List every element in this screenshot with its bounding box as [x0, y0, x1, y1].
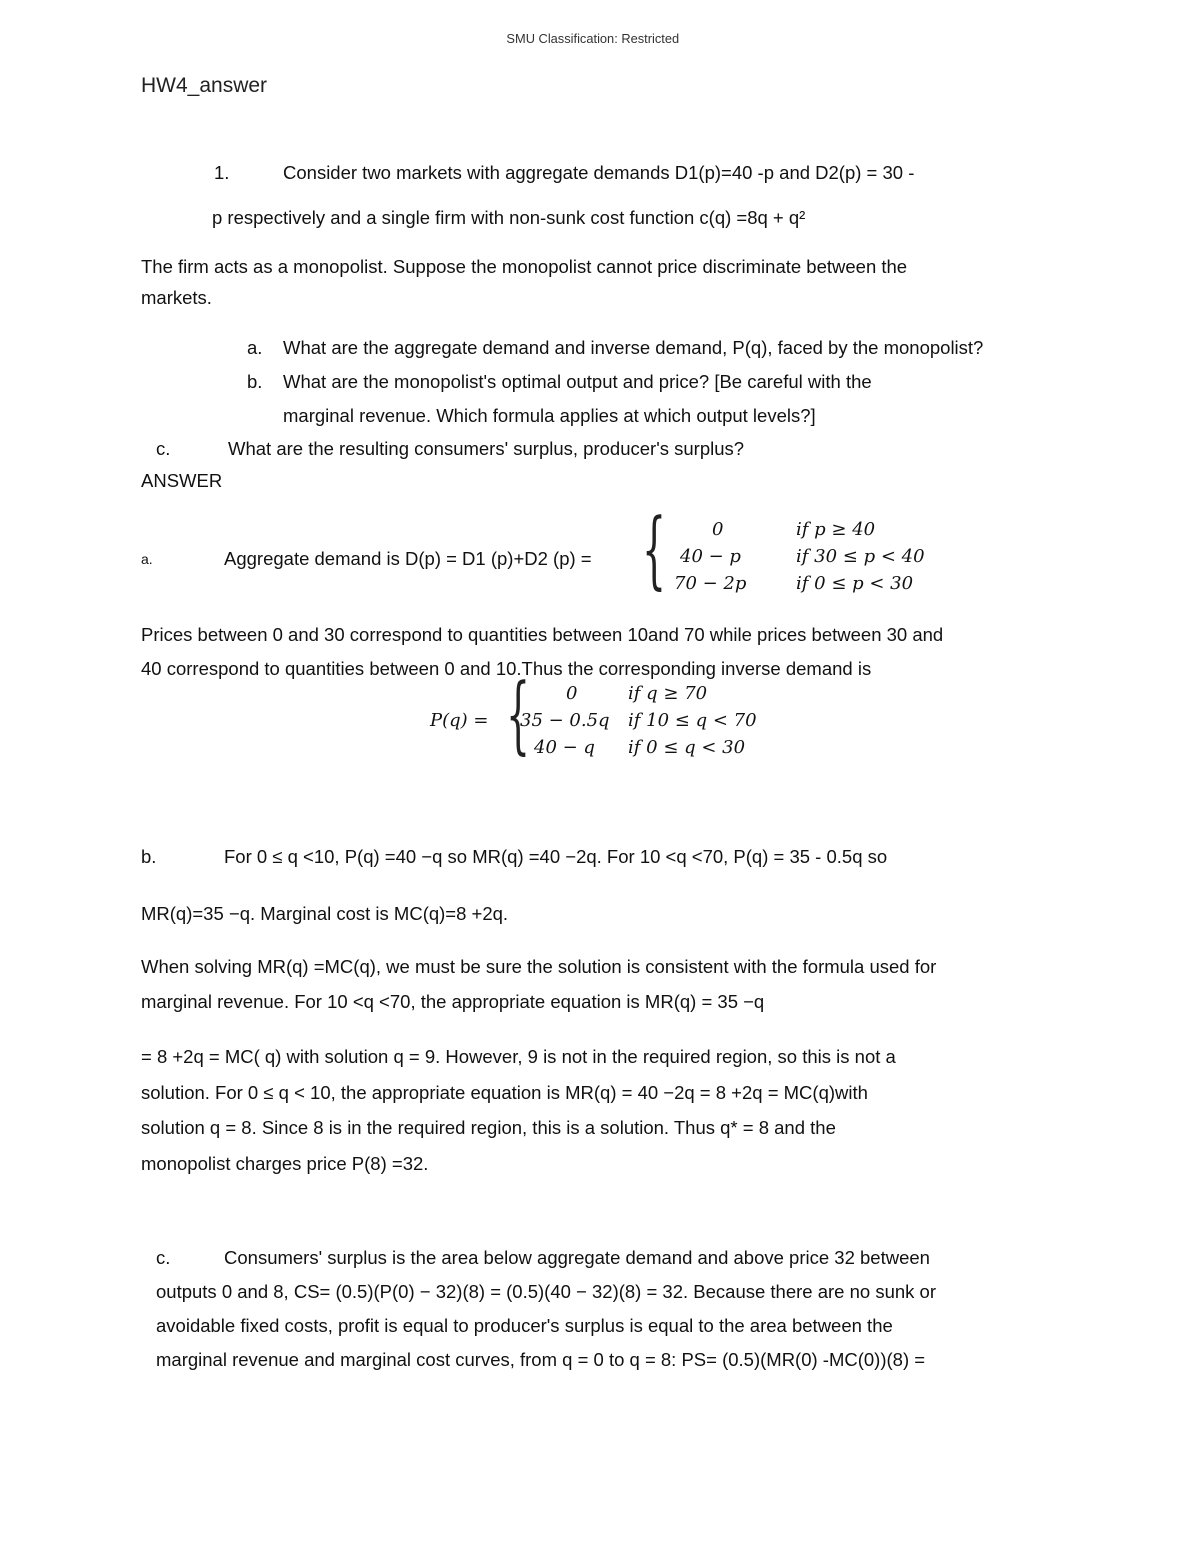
left-brace-icon: {: [642, 500, 667, 598]
answer-b-line-3: When solving MR(q) =MC(q), we must be sure the solution is consistent with the formula used for: [141, 956, 937, 977]
demand-case-2-cond: if 30 ≤ p < 40: [796, 546, 925, 567]
answer-b-label: b.: [141, 846, 157, 867]
inverse-case-2-cond: if 10 ≤ q < 70: [628, 710, 757, 731]
answer-a-label: a.: [141, 551, 153, 567]
document-title: HW4_answer: [141, 74, 268, 97]
demand-case-2-expr: 40 − p: [680, 546, 741, 567]
inverse-case-2-expr: 35 − 0.5q: [520, 710, 610, 731]
question-number: 1.: [214, 162, 230, 183]
answer-b-line-6: solution. For 0 ≤ q < 10, the appropriate equation is MR(q) = 40 −2q = 8 +2q = MC(q)with: [141, 1082, 868, 1103]
inverse-demand-lhs: P(q) =: [430, 710, 489, 731]
answer-a-para-line-1: Prices between 0 and 30 correspond to quantities between 10and 70 while prices between 30 and: [141, 624, 944, 645]
answer-a-para-line-2: 40 correspond to quantities between 0 and 10.Thus the corresponding inverse demand is: [141, 658, 872, 679]
inverse-case-3-expr: 40 − q: [534, 737, 595, 758]
question-intro-line-2: markets.: [141, 287, 212, 308]
demand-case-3-cond: if 0 ≤ p < 30: [796, 573, 914, 594]
demand-case-1-cond: if p ≥ 40: [796, 519, 876, 540]
inverse-case-1-expr: 0: [566, 683, 578, 704]
answer-c-line-3: avoidable fixed costs, profit is equal to producer's surplus is equal to the area between the: [156, 1315, 893, 1336]
part-b-label: b.: [247, 371, 263, 392]
answer-c-line-2: outputs 0 and 8, CS= (0.5)(P(0) − 32)(8) = (0.5)(40 − 32)(8) = 32. Because there are no sunk or: [156, 1281, 936, 1302]
demand-case-1-expr: 0: [712, 519, 724, 540]
answer-b-line-7: solution q = 8. Since 8 is in the required region, this is a solution. Thus q* = 8 and the: [141, 1117, 836, 1138]
part-a-label: a.: [247, 337, 263, 358]
answer-b-line-2: MR(q)=35 −q. Marginal cost is MC(q)=8 +2q.: [141, 903, 509, 924]
answer-heading: ANSWER: [141, 470, 223, 491]
aggregate-demand-text: Aggregate demand is D(p) = D1 (p)+D2 (p) =: [224, 548, 592, 569]
classification-label: SMU Classification: Restricted: [506, 31, 680, 46]
inverse-case-3-cond: if 0 ≤ q < 30: [628, 737, 746, 758]
part-b-text: What are the monopolist's optimal output and price? [Be careful with the: [283, 371, 872, 392]
demand-case-3-expr: 70 − 2p: [674, 573, 747, 594]
part-b-text-cont: marginal revenue. Which formula applies at which output levels?]: [283, 405, 816, 426]
part-c-label: c.: [156, 438, 171, 459]
inverse-case-1-cond: if q ≥ 70: [628, 683, 708, 704]
question-intro-line-1: The firm acts as a monopolist. Suppose the monopolist cannot price discriminate between the: [141, 256, 908, 277]
left-brace-icon: {: [506, 665, 531, 763]
answer-b-line-1: For 0 ≤ q <10, P(q) =40 −q so MR(q) =40 −2q. For 10 <q <70, P(q) = 35 - 0.5q so: [224, 846, 888, 867]
part-a-text: What are the aggregate demand and inverse demand, P(q), faced by the monopolist?: [283, 337, 984, 358]
answer-c-label: c.: [156, 1247, 171, 1268]
answer-b-line-4: marginal revenue. For 10 <q <70, the appropriate equation is MR(q) = 35 −q: [141, 991, 765, 1012]
answer-c-line-1: Consumers' surplus is the area below aggregate demand and above price 32 between: [224, 1247, 930, 1268]
question-line-1: Consider two markets with aggregate demands D1(p)=40 -p and D2(p) = 30 -: [283, 162, 915, 183]
answer-b-line-5: = 8 +2q = MC( q) with solution q = 9. However, 9 is not in the required region, so this is not a: [141, 1046, 896, 1067]
question-line-2: p respectively and a single firm with non-sunk cost function c(q) =8q + q²: [212, 207, 806, 228]
answer-b-line-8: monopolist charges price P(8) =32.: [141, 1153, 429, 1174]
answer-c-line-4: marginal revenue and marginal cost curves, from q = 0 to q = 8: PS= (0.5)(MR(0) -MC(0))(8) =: [156, 1349, 926, 1370]
part-c-text: What are the resulting consumers' surplus, producer's surplus?: [228, 438, 745, 459]
